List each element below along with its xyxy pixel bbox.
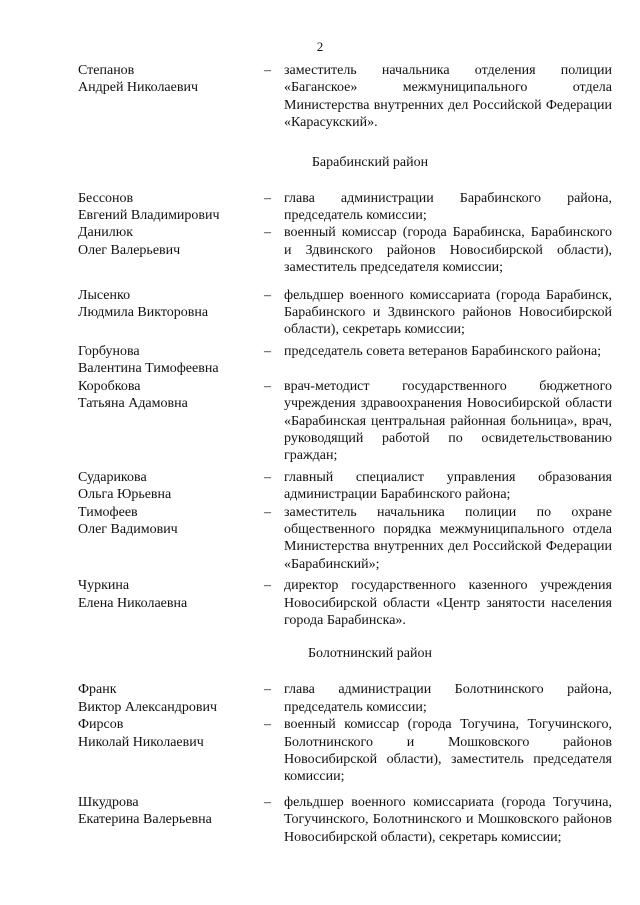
member-name [78,794,264,846]
dash: – [264,794,271,810]
list-item [78,469,612,504]
section-title: Барабинский район [311,154,429,170]
given-names: Елена Николаевна [78,595,188,611]
surname: Бессонов [78,190,134,206]
given-names: Евгений Владимирович [78,208,220,224]
dash: – [264,469,271,485]
page-number: 2 [316,39,324,54]
member-name [78,469,264,504]
member-name [78,62,264,132]
position-description: фельдшер военного комиссариата (города Тогучина, Тогучинского, Болотнинского и Мошковского районов Новосибирской области), секретарь комиссии; [284,794,612,845]
surname: Коробкова [78,378,141,394]
position-description: фельдшер военного комиссариата (города Барабинск, Барабинского и Здвинского районов Новосибирской области), секретарь комиссии; [284,287,612,338]
member-name [78,287,264,339]
surname: Сударикова [78,469,147,485]
member-name [78,681,264,716]
given-names: Виктор Александрович [78,699,218,715]
surname: Лысенко [78,287,131,303]
position-description: директор государственного казенного учреждения Новосибирской области «Центр занятости населения города Барабинска». [284,578,612,628]
dash: – [264,717,271,733]
position-description: врач-методист государственного бюджетного учреждения здравоохранения Новосибирской области «Барабинская центральная районная больница», врач, руководящий работой по освидетельствованию граждан; [284,378,612,464]
member-name [78,716,264,786]
list-item [78,378,612,465]
position-description: военный комиссар (города Барабинска, Барабинского и Здвинского районов Новосибирской области), заместитель председателя комиссии; [284,225,612,276]
position-description: главный специалист управления образования администрации Барабинского района; [284,469,612,503]
surname: Тимофеев [78,504,138,520]
dash: – [264,343,271,359]
position-description: заместитель начальника отделения полиции «Баганское» межмуниципального отдела Министерства внутренних дел Российской Федерации «Карасукский». [284,63,612,131]
list-item [78,190,612,225]
member-name [78,577,264,629]
document-body [78,62,612,846]
dash: – [264,578,271,594]
position-description: заместитель начальника полиции по охране общественного порядка межмуниципального отдела Министерства внутренних дел Российской Федерации «Барабинский»; [284,504,612,572]
position-description: глава администрации Болотнинского района, председатель комиссии; [284,682,612,715]
dash: – [264,190,271,206]
given-names: Людмила Викторовна [78,305,209,321]
member-name [78,378,264,465]
list-item [78,504,612,574]
dash: – [264,504,271,520]
member-name [78,504,264,574]
surname: Степанов [78,63,135,78]
dash: – [264,225,271,241]
given-names: Ольга Юрьевна [78,487,172,503]
given-names: Андрей Николаевич [78,80,198,96]
surname: Шкудрова [78,794,139,810]
position-description: глава администрации Барабинского района, председатель комиссии; [284,190,612,224]
list-item [78,62,612,132]
member-name [78,224,264,276]
given-names: Валентина Тимофеевна [78,361,219,377]
member-name [78,190,264,225]
surname: Данилюк [78,225,133,241]
surname: Чуркина [78,578,130,594]
list-item [78,287,612,339]
list-item [78,343,612,378]
surname: Франк [78,682,117,698]
surname: Фирсов [78,717,124,733]
list-item [78,794,612,846]
surname: Горбунова [78,343,140,359]
dash: – [264,378,271,394]
member-name [78,343,264,378]
dash: – [264,682,271,698]
given-names: Татьяна Адамовна [78,396,188,412]
given-names: Олег Вадимович [78,521,178,537]
dash: – [264,287,271,303]
dash: – [264,63,271,78]
list-item [78,681,612,716]
given-names: Николай Николаевич [78,734,204,750]
list-item [78,577,612,629]
given-names: Олег Валерьевич [78,242,181,258]
given-names: Екатерина Валерьевна [78,812,212,828]
list-item [78,716,612,786]
list-item [78,224,612,276]
position-description: военный комиссар (города Тогучина, Тогучинского, Болотнинского и Мошковского районов Новосибирской области), заместитель председателя комиссии; [284,717,612,785]
section-title: Болотнинский район [308,646,432,662]
position-description: председатель совета ветеранов Барабинского района; [284,343,602,359]
